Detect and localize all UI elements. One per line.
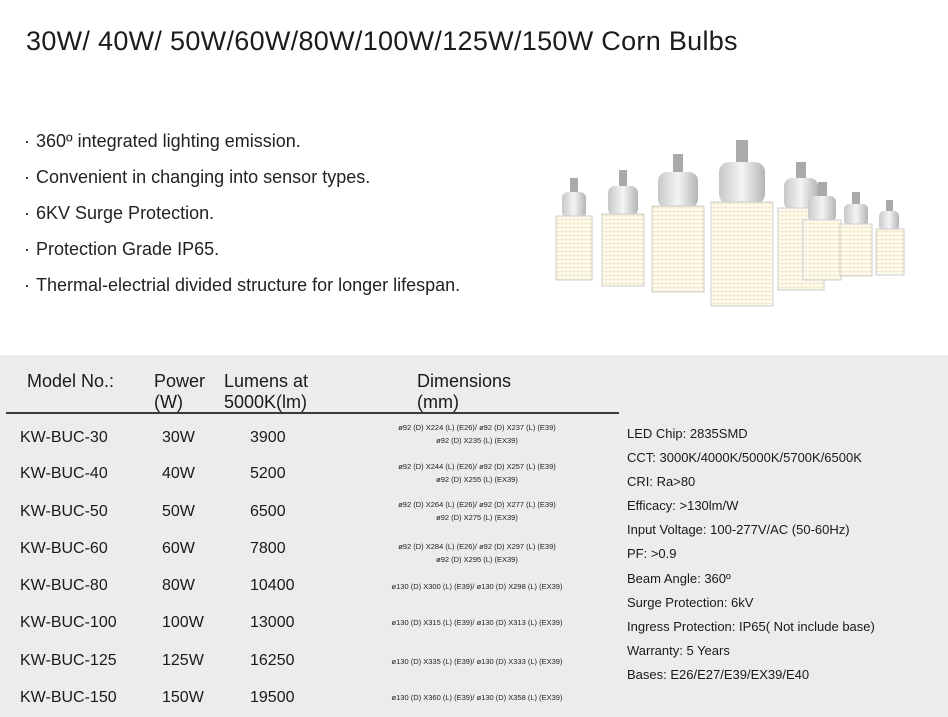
- cell-power: 60W: [162, 540, 195, 557]
- cell-model: KW-BUC-125: [20, 652, 117, 669]
- header-lumens: Lumens at 5000K(lm): [224, 371, 309, 412]
- cell-dimensions: ø92 (D) X264 (L) (E26)/ ø92 (D) X277 (L) (E39) ø92 (D) X275 (L) (EX39): [398, 500, 556, 522]
- spec-list: [627, 422, 875, 687]
- spec-item: Bases: E26/E27/E39/EX39/E40: [627, 666, 810, 682]
- cell-lumens: 13000: [250, 614, 295, 631]
- spec-item: Input Voltage: 100-277V/AC (50-60Hz): [627, 522, 850, 538]
- cell-lumens: 7800: [250, 540, 286, 557]
- bulb-small-left: [556, 178, 592, 280]
- spec-item: Surge Protection: 6kV: [627, 594, 754, 610]
- feature-item: · 6KV Surge Protection.: [24, 203, 215, 223]
- spec-item: Warranty: 5 Years: [627, 642, 730, 658]
- cell-model: KW-BUC-40: [20, 465, 108, 482]
- cell-lumens: 16250: [250, 652, 295, 669]
- feature-item: · Thermal-electrial divided structure for longer lifespan.: [24, 275, 461, 295]
- feature-item: · Protection Grade IP65.: [24, 239, 220, 259]
- bulb-smallest-right: [876, 200, 904, 275]
- spec-item: CCT: 3000K/4000K/5000K/5700K/6500K: [627, 450, 862, 466]
- header-model: Model No.:: [27, 371, 115, 391]
- corn-bulbs-image: [548, 138, 918, 308]
- feature-item: · 360º integrated lighting emission.: [24, 131, 301, 151]
- cell-dimensions: ø130 (D) X360 (L) (E39)/ ø130 (D) X358 (L) (EX39): [391, 693, 563, 702]
- cell-power: 30W: [162, 429, 195, 446]
- spec-item: Ingress Protection: IP65( Not include base): [627, 618, 875, 634]
- bulb-small-right: [840, 192, 872, 276]
- bulb-center: [711, 140, 773, 306]
- cell-dimensions: ø92 (D) X244 (L) (E26)/ ø92 (D) X257 (L) (E39) ø92 (D) X255 (L) (EX39): [398, 462, 556, 484]
- spec-item: CRI: Ra>80: [627, 474, 696, 490]
- cell-power: 150W: [162, 689, 204, 706]
- cell-power: 80W: [162, 577, 195, 594]
- cell-dimensions: ø130 (D) X300 (L) (E39)/ ø130 (D) X298 (L) (EX39): [391, 582, 563, 591]
- cell-power: 125W: [162, 652, 204, 669]
- spec-item: LED Chip: 2835SMD: [627, 426, 748, 441]
- cell-model: KW-BUC-60: [20, 540, 108, 557]
- cell-power: 50W: [162, 503, 195, 520]
- spec-item: Efficacy: >130lm/W: [627, 498, 739, 514]
- bulb-large-left: [652, 154, 704, 292]
- cell-power: 40W: [162, 465, 195, 482]
- cell-model: KW-BUC-100: [20, 614, 117, 631]
- spec-item: PF: >0.9: [627, 546, 677, 562]
- bulb-medium-left: [602, 170, 644, 286]
- cell-lumens: 5200: [250, 465, 286, 482]
- cell-model: KW-BUC-80: [20, 577, 108, 594]
- cell-power: 100W: [162, 614, 204, 631]
- header-rule: [6, 412, 619, 414]
- cell-model: KW-BUC-150: [20, 689, 117, 706]
- cell-lumens: 6500: [250, 503, 286, 520]
- feature-list: [24, 128, 460, 308]
- cell-model: KW-BUC-50: [20, 503, 108, 520]
- feature-item: · Convenient in changing into sensor types.: [24, 167, 371, 187]
- header-dimensions: Dimensions (mm): [417, 371, 512, 412]
- cell-dimensions: ø92 (D) X284 (L) (E26)/ ø92 (D) X297 (L) (E39) ø92 (D) X295 (L) (EX39): [398, 542, 556, 564]
- cell-lumens: 19500: [250, 689, 295, 706]
- cell-lumens: 3900: [250, 429, 286, 446]
- cell-dimensions: ø130 (D) X315 (L) (E39)/ ø130 (D) X313 (L) (EX39): [391, 618, 563, 627]
- cell-model: KW-BUC-30: [20, 429, 108, 446]
- header-power: Power (W): [154, 371, 206, 412]
- cell-dimensions: ø92 (D) X224 (L) (E26)/ ø92 (D) X237 (L) (E39) ø92 (D) X235 (L) (EX39): [398, 423, 556, 445]
- spec-item: Beam Angle: 360º: [627, 570, 731, 586]
- page-title: 30W/ 40W/ 50W/60W/80W/100W/125W/150W Corn Bulbs: [26, 26, 738, 56]
- cell-lumens: 10400: [250, 577, 295, 594]
- cell-dimensions: ø130 (D) X335 (L) (E39)/ ø130 (D) X333 (L) (EX39): [391, 657, 563, 666]
